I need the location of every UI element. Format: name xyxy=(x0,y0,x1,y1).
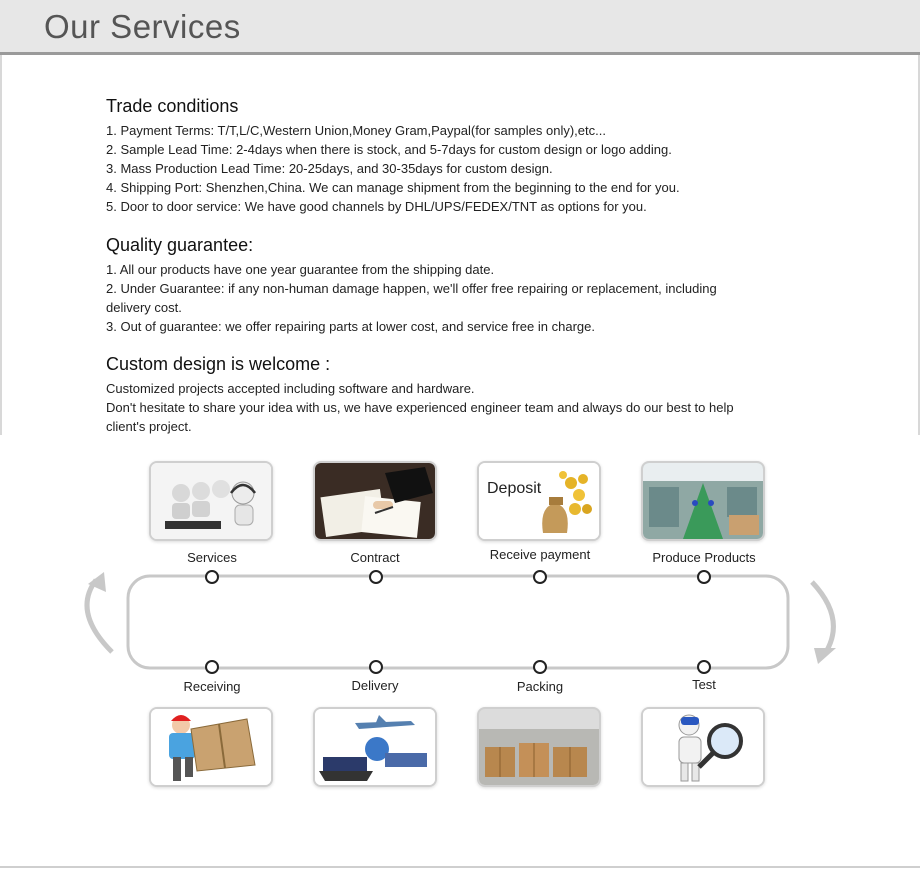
signing-contract-icon xyxy=(315,463,435,539)
node-produce-products xyxy=(697,570,711,584)
custom-line: client's project. xyxy=(106,419,192,434)
process-loop-track xyxy=(128,576,788,668)
header-bar xyxy=(0,0,920,55)
quality-line: 2. Under Guarantee: if any non-human damage happen, we'll offer free repairing or replacement, including xyxy=(106,281,717,296)
trade-line: 3. Mass Production Lead Time: 20-25days, and 30-35days for custom design. xyxy=(106,161,553,176)
trade-line: 1. Payment Terms: T/T,L/C,Western Union,Money Gram,Paypal(for samples only),etc... xyxy=(106,123,606,138)
quality-guarantee-title: Quality guarantee: xyxy=(106,235,254,255)
node-services xyxy=(205,570,219,584)
step-label-receiving: Receiving xyxy=(183,679,241,694)
node-packing xyxy=(533,660,547,674)
services-image xyxy=(149,461,273,541)
right-cycle-arrow xyxy=(812,582,833,652)
produce-products-image xyxy=(641,461,765,541)
trade-line: 4. Shipping Port: Shenzhen,China. We can manage shipment from the beginning to the end for you. xyxy=(106,180,680,195)
delivery-man-box-icon xyxy=(151,709,271,785)
node-receiving xyxy=(205,660,219,674)
custom-design-section xyxy=(106,354,826,436)
deposit-label: Deposit xyxy=(487,480,542,497)
contract-image xyxy=(313,461,437,541)
page-title: Our Services xyxy=(44,8,241,45)
trade-conditions-title: Trade conditions xyxy=(106,96,239,116)
quality-line: 3. Out of guarantee: we offer repairing parts at lower cost, and service free in charge. xyxy=(106,319,595,334)
step-label-contract: Contract xyxy=(350,550,400,565)
receive-payment-image xyxy=(477,461,601,541)
left-divider xyxy=(0,55,2,435)
right-cycle-arrowhead xyxy=(814,648,836,664)
step-label-services: Services xyxy=(187,550,237,565)
step-label-test: Test xyxy=(692,677,716,692)
node-receive-payment xyxy=(533,570,547,584)
trade-line: 2. Sample Lead Time: 2-4days when there is stock, and 5-7days for custom design or logo adding. xyxy=(106,142,672,157)
node-contract xyxy=(369,570,383,584)
step-label-produce-products: Produce Products xyxy=(652,550,756,565)
step-label-receive-payment: Receive payment xyxy=(489,547,591,562)
step-label-delivery: Delivery xyxy=(351,678,399,693)
delivery-image xyxy=(313,707,437,787)
process-loop-diagram xyxy=(0,440,920,860)
factory-floor-icon xyxy=(643,463,763,539)
node-test xyxy=(697,660,711,674)
customer-service-icon xyxy=(151,463,271,539)
custom-line: Don't hesitate to share your idea with us, we have experienced engineer team and always do our best to help xyxy=(106,400,734,415)
custom-design-title: Custom design is welcome : xyxy=(106,354,331,374)
trade-conditions-section xyxy=(106,96,826,216)
custom-line: Customized projects accepted including software and hardware. xyxy=(106,381,475,396)
bottom-divider xyxy=(0,866,920,868)
trade-line: 5. Door to door service: We have good channels by DHL/UPS/FEDEX/TNT as options for you. xyxy=(106,199,647,214)
left-cycle-arrow xyxy=(87,580,112,652)
quality-guarantee-section xyxy=(106,235,826,336)
quality-line: 1. All our products have one year guarantee from the shipping date. xyxy=(106,262,495,277)
node-delivery xyxy=(369,660,383,674)
magnifier-inspection-icon xyxy=(643,709,763,785)
receiving-image xyxy=(149,707,273,787)
deposit-money-icon xyxy=(479,463,599,539)
packing-image xyxy=(477,707,601,787)
shipping-transport-icon xyxy=(315,709,435,785)
packed-boxes-icon xyxy=(479,709,599,785)
quality-line: delivery cost. xyxy=(106,300,182,315)
step-label-packing: Packing xyxy=(516,679,564,694)
test-image xyxy=(641,707,765,787)
